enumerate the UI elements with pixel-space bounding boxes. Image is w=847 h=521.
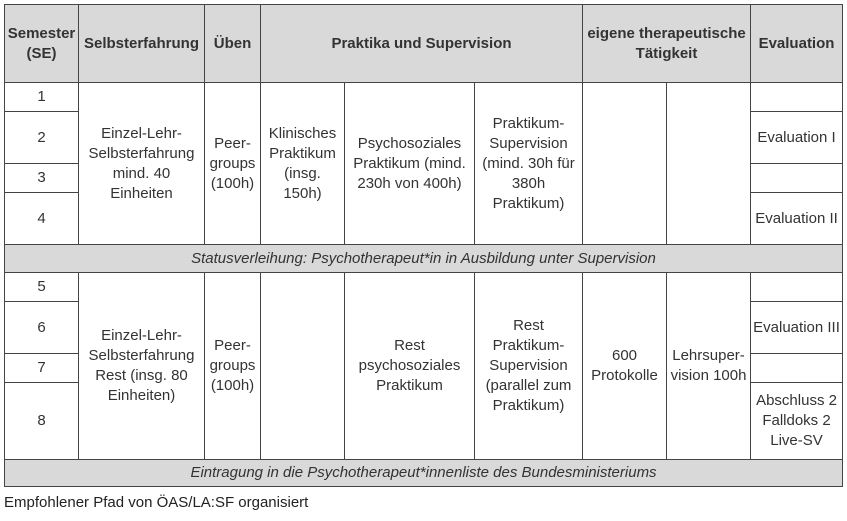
- psychosoziales-praktikum: Psychosoziales Praktikum (mind. 230h von 400h): [345, 83, 475, 245]
- footer-note: Empfohlener Pfad von ÖAS/LA:SF organisiert: [4, 494, 309, 511]
- ueben-block1: Peer-groups (100h): [205, 83, 261, 245]
- evaluation-se7-empty: [751, 354, 843, 383]
- table-row: [5, 273, 843, 302]
- klinisches-praktikum: Klinisches Praktikum (insg. 150h): [261, 83, 345, 245]
- selbsterfahrung-block1: Einzel-Lehr-Selbsterfahrung mind. 40 Einheiten: [79, 83, 205, 245]
- praktikum-supervision: Praktikum-Supervision (mind. 30h für 380h Praktikum): [475, 83, 583, 245]
- header-semester: Semester (SE): [5, 5, 79, 83]
- header-ueben: Üben: [205, 5, 261, 83]
- evaluation-1: Evaluation I: [751, 112, 843, 164]
- selbsterfahrung-block2: Einzel-Lehr-Selbsterfahrung Rest (insg. 80 Einheiten): [79, 273, 205, 460]
- protokolle-block1-empty: [583, 83, 667, 245]
- evaluation-se5-empty: [751, 273, 843, 302]
- semester-7: 7: [5, 354, 79, 383]
- semester-5: 5: [5, 273, 79, 302]
- ueben-block2: Peer-groups (100h): [205, 273, 261, 460]
- header-praktika: Praktika und Supervision: [261, 5, 583, 83]
- semester-2: 2: [5, 112, 79, 164]
- final-row: [5, 460, 843, 487]
- protokolle: 600 Protokolle: [583, 273, 667, 460]
- statusverleihung-text: Statusverleihung: Psychotherapeut*in in Ausbildung unter Supervision: [5, 245, 843, 273]
- header-eigene-taetigkeit: eigene therapeutische Tätigkeit: [583, 5, 751, 83]
- table-row: [5, 83, 843, 112]
- semester-8: 8: [5, 383, 79, 460]
- evaluation-se3-empty: [751, 164, 843, 193]
- training-plan-table: [4, 4, 843, 487]
- evaluation-3: Evaluation III: [751, 302, 843, 354]
- semester-3: 3: [5, 164, 79, 193]
- klinisches-block2-empty: [261, 273, 345, 460]
- lehrsupervision: Lehrsuper-vision 100h: [667, 273, 751, 460]
- header-selbsterfahrung: Selbsterfahrung: [79, 5, 205, 83]
- eintragung-text: Eintragung in die Psychotherapeut*innenliste des Bundesministeriums: [5, 460, 843, 487]
- rest-praktikum-supervision: Rest Praktikum-Supervision (parallel zum Praktikum): [475, 273, 583, 460]
- semester-4: 4: [5, 193, 79, 245]
- lehrsupervision-block1-empty: [667, 83, 751, 245]
- header-evaluation: Evaluation: [751, 5, 843, 83]
- evaluation-2: Evaluation II: [751, 193, 843, 245]
- abschluss: Abschluss 2 Falldoks 2 Live-SV: [751, 383, 843, 460]
- evaluation-se1-empty: [751, 83, 843, 112]
- rest-psychosoziales-praktikum: Rest psychosoziales Praktikum: [345, 273, 475, 460]
- semester-6: 6: [5, 302, 79, 354]
- semester-1: 1: [5, 83, 79, 112]
- header-row: [5, 5, 843, 83]
- status-row: [5, 245, 843, 273]
